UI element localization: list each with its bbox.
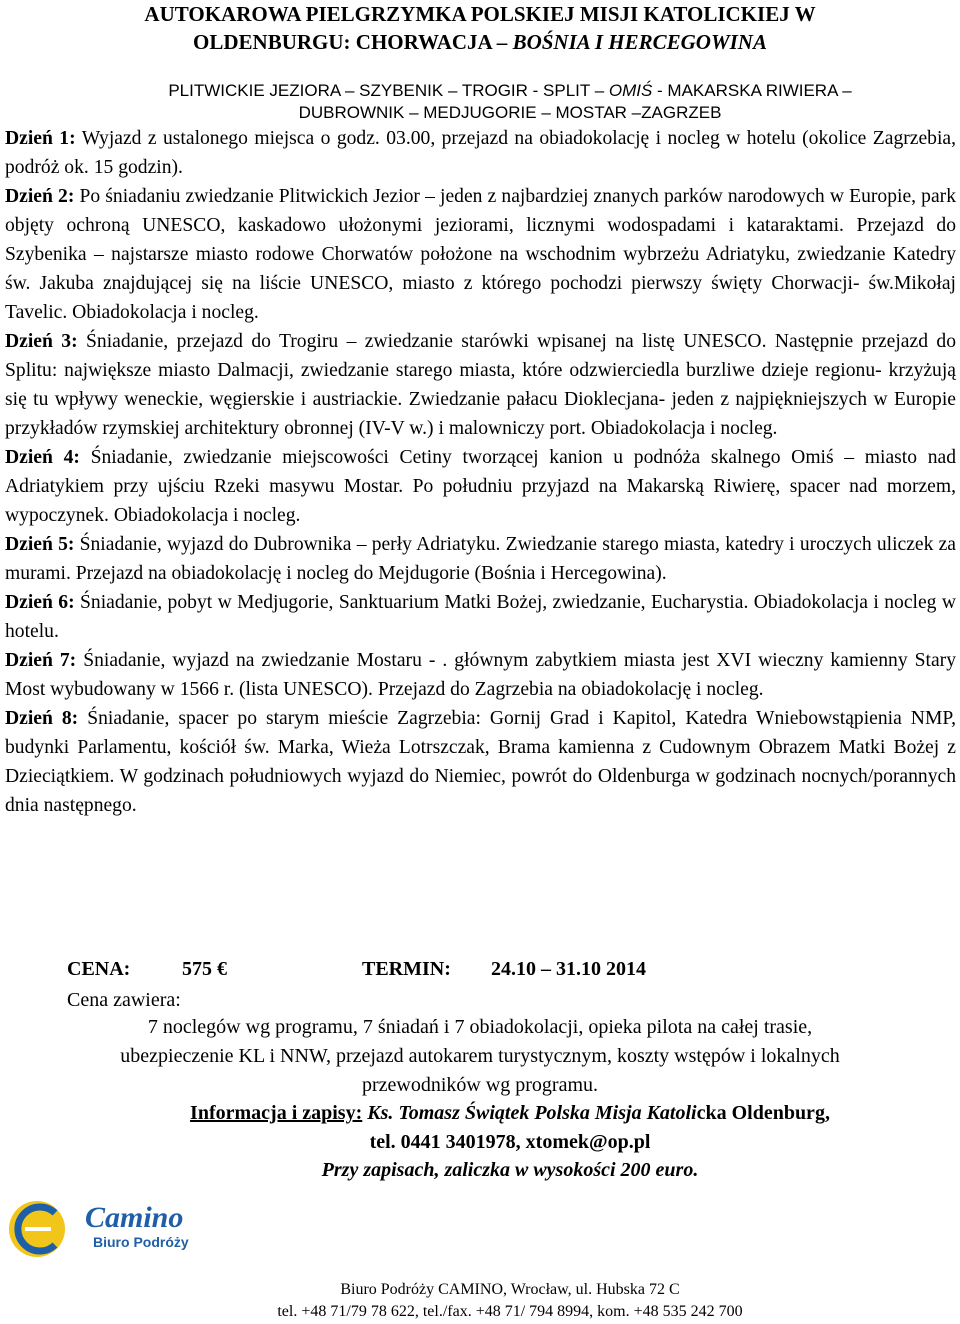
title-line-1: AUTOKAROWA PIELGRZYMKA POLSKIEJ MISJI KATOLICKIEJ W: [144, 2, 816, 26]
price-label: CENA:: [67, 958, 131, 980]
term-value: 24.10 – 31.10 2014: [491, 958, 646, 980]
camino-logo-graphic: [5, 1195, 225, 1261]
day-6-label: Dzień 6:: [5, 592, 75, 613]
day-1: [5, 124, 956, 182]
price-value: 575 €: [182, 958, 227, 980]
footer-address: Biuro Podróży CAMINO, Wrocław, ul. Hubska 72 C: [340, 1281, 680, 1298]
title-line-2-b: BOŚNIA I HERCEGOWINA: [512, 30, 767, 54]
day-5-label: Dzień 5:: [5, 534, 75, 555]
footer-phones: tel. +48 71/79 78 622, tel./fax. +48 71/ 794 8994, kom. +48 535 242 700: [277, 1303, 743, 1320]
title-line-2: [0, 28, 960, 56]
itinerary: [5, 124, 956, 820]
route-line-2: DUBROWNIK – MEDJUGORIE – MOSTAR –ZAGRZEB: [298, 103, 722, 122]
route-line-1-a: PLITWICKIE JEZIORA – SZYBENIK – TROGIR - SPLIT –: [168, 81, 609, 100]
info-rest: cka Oldenburg,: [696, 1102, 830, 1124]
route-line-1-b: OMIŚ: [608, 81, 653, 100]
day-8-label: Dzień 8:: [5, 708, 79, 729]
day-7: [5, 646, 956, 704]
contact-line: [0, 1098, 960, 1128]
day-3-text: Śniadanie, przejazd do Trogiru – zwiedzanie starówki wpisanej na listę UNESCO. Następnie przejazd do Splitu: największe miasto Dalmacji, zwiedzanie starego miasta, które odzwierciedla burzliwe dzieje regionu- krzyżują się tu wpływy weneckie, węgierskie i austriackie. Zwiedzanie pałacu Dioklecjana- jeden z najpiękniejszych w Europie przykładów rzymskiej architektury obronnej (IV-V w.) i malowniczy port. Obiadokolacja i nocleg.: [5, 331, 956, 439]
day-5: [5, 530, 956, 588]
includes-label: Cena zawiera:: [67, 989, 181, 1011]
day-2-text: Po śniadaniu zwiedzanie Plitwickich Jezior – jeden z najbardziej znanych parków narodowych w Europie, park objęty ochroną UNESCO, kaskadowo ułożonymi jeziorami, licznymi wodospadami i kataraktami. Przejazd do Szybenika – najstarsze miasto rodowe Chorwatów położone na wschodnim wybrzeżu Adriatyku, zwiedzanie Katedry św. Jakuba znajdującej się na liście UNESCO, miasto z którego pochodzi pierwszy święty Chorwacji- św.Mikołaj Tavelic. Obiadokolacja i nocleg.: [5, 186, 956, 323]
includes-line-3: przewodników wg programu.: [361, 1074, 599, 1096]
deposit-line: Przy zapisach, zaliczka w wysokości 200 euro.: [321, 1159, 699, 1181]
logo-brand-text: Camino: [85, 1201, 184, 1234]
day-3: [5, 327, 956, 443]
day-4: [5, 443, 956, 530]
logo-subtitle-text: Biuro Podróży: [93, 1234, 189, 1250]
phone-line: tel. 0441 3401978, xtomek@op.pl: [369, 1131, 651, 1153]
day-2-label: Dzień 2:: [5, 186, 75, 207]
day-1-label: Dzień 1:: [5, 128, 76, 149]
title-line-2-a: OLDENBURGU: CHORWACJA –: [193, 30, 513, 54]
day-2: [5, 182, 956, 327]
route-line-1-c: - MAKARSKA RIWIERA –: [652, 81, 852, 100]
day-8-text: Śniadanie, spacer po starym mieście Zagrzebia: Gornij Grad i Kapitol, Katedra Wniebowstąpienia NMP, budynki Parlamentu, kościół św. Marka, Wieża Lotrszczak, Brama kamienna z Cudownym Obrazem Matki Bożej z Dzieciątkiem. W godzinach południowych wyjazd do Niemiec, powrót do Oldenburga w godzinach nocnych/porannych dnia następnego.: [5, 708, 956, 816]
camino-logo: [5, 1195, 225, 1261]
includes-line-1: 7 noclegów wg programu, 7 śniadań i 7 obiadokolacji, opieka pilota na całej trasie,: [147, 1016, 813, 1038]
day-4-text: Śniadanie, zwiedzanie miejscowości Cetiny tworzącej kanion u podnóża skalnego Omiś – miasto nad Adriatykiem przy ujściu Rzeki masywu Mostar. Po południu przyjazd na Makarską Riwierę, spacer nad morzem, wypoczynek. Obiadokolacja i nocleg.: [5, 447, 956, 526]
day-7-label: Dzień 7:: [5, 650, 77, 671]
day-4-label: Dzień 4:: [5, 447, 80, 468]
info-label: Informacja i zapisy:: [190, 1102, 363, 1124]
term-label: TERMIN:: [362, 958, 451, 980]
day-6-text: Śniadanie, pobyt w Medjugorie, Sanktuarium Matki Bożej, zwiedzanie, Eucharystia. Obiadokolacja i nocleg w hotelu.: [5, 592, 956, 642]
day-8: [5, 704, 956, 820]
day-1-text: Wyjazd z ustalonego miejsca o godz. 03.00, przejazd na obiadokolację i nocleg w hotelu (okolice Zagrzebia, podróż ok. 15 godzin).: [5, 128, 956, 178]
day-6: [5, 588, 956, 646]
includes-line-2: ubezpieczenie KL i NNW, przejazd autokarem turystycznym, koszty wstępów i lokalnych: [120, 1045, 840, 1067]
day-3-label: Dzień 3:: [5, 331, 78, 352]
day-5-text: Śniadanie, wyjazd do Dubrownika – perły Adriatyku. Zwiedzanie starego miasta, katedry i uroczych uliczek za murami. Przejazd na obiadokolację i nocleg do Mejdugorie (Bośnia i Hercegowina).: [5, 534, 956, 584]
info-name: Ks. Tomasz Świątek Polska Misja Katoli: [362, 1102, 697, 1124]
route-line-1: [0, 80, 960, 102]
day-7-text: Śniadanie, wyjazd na zwiedzanie Mostaru - . głównym zabytkiem miasta jest XVI wieczny kamienny Stary Most wybudowany w 1566 r. (lista UNESCO). Przejazd do Zagrzebia na obiadokolację i nocleg.: [5, 650, 956, 700]
